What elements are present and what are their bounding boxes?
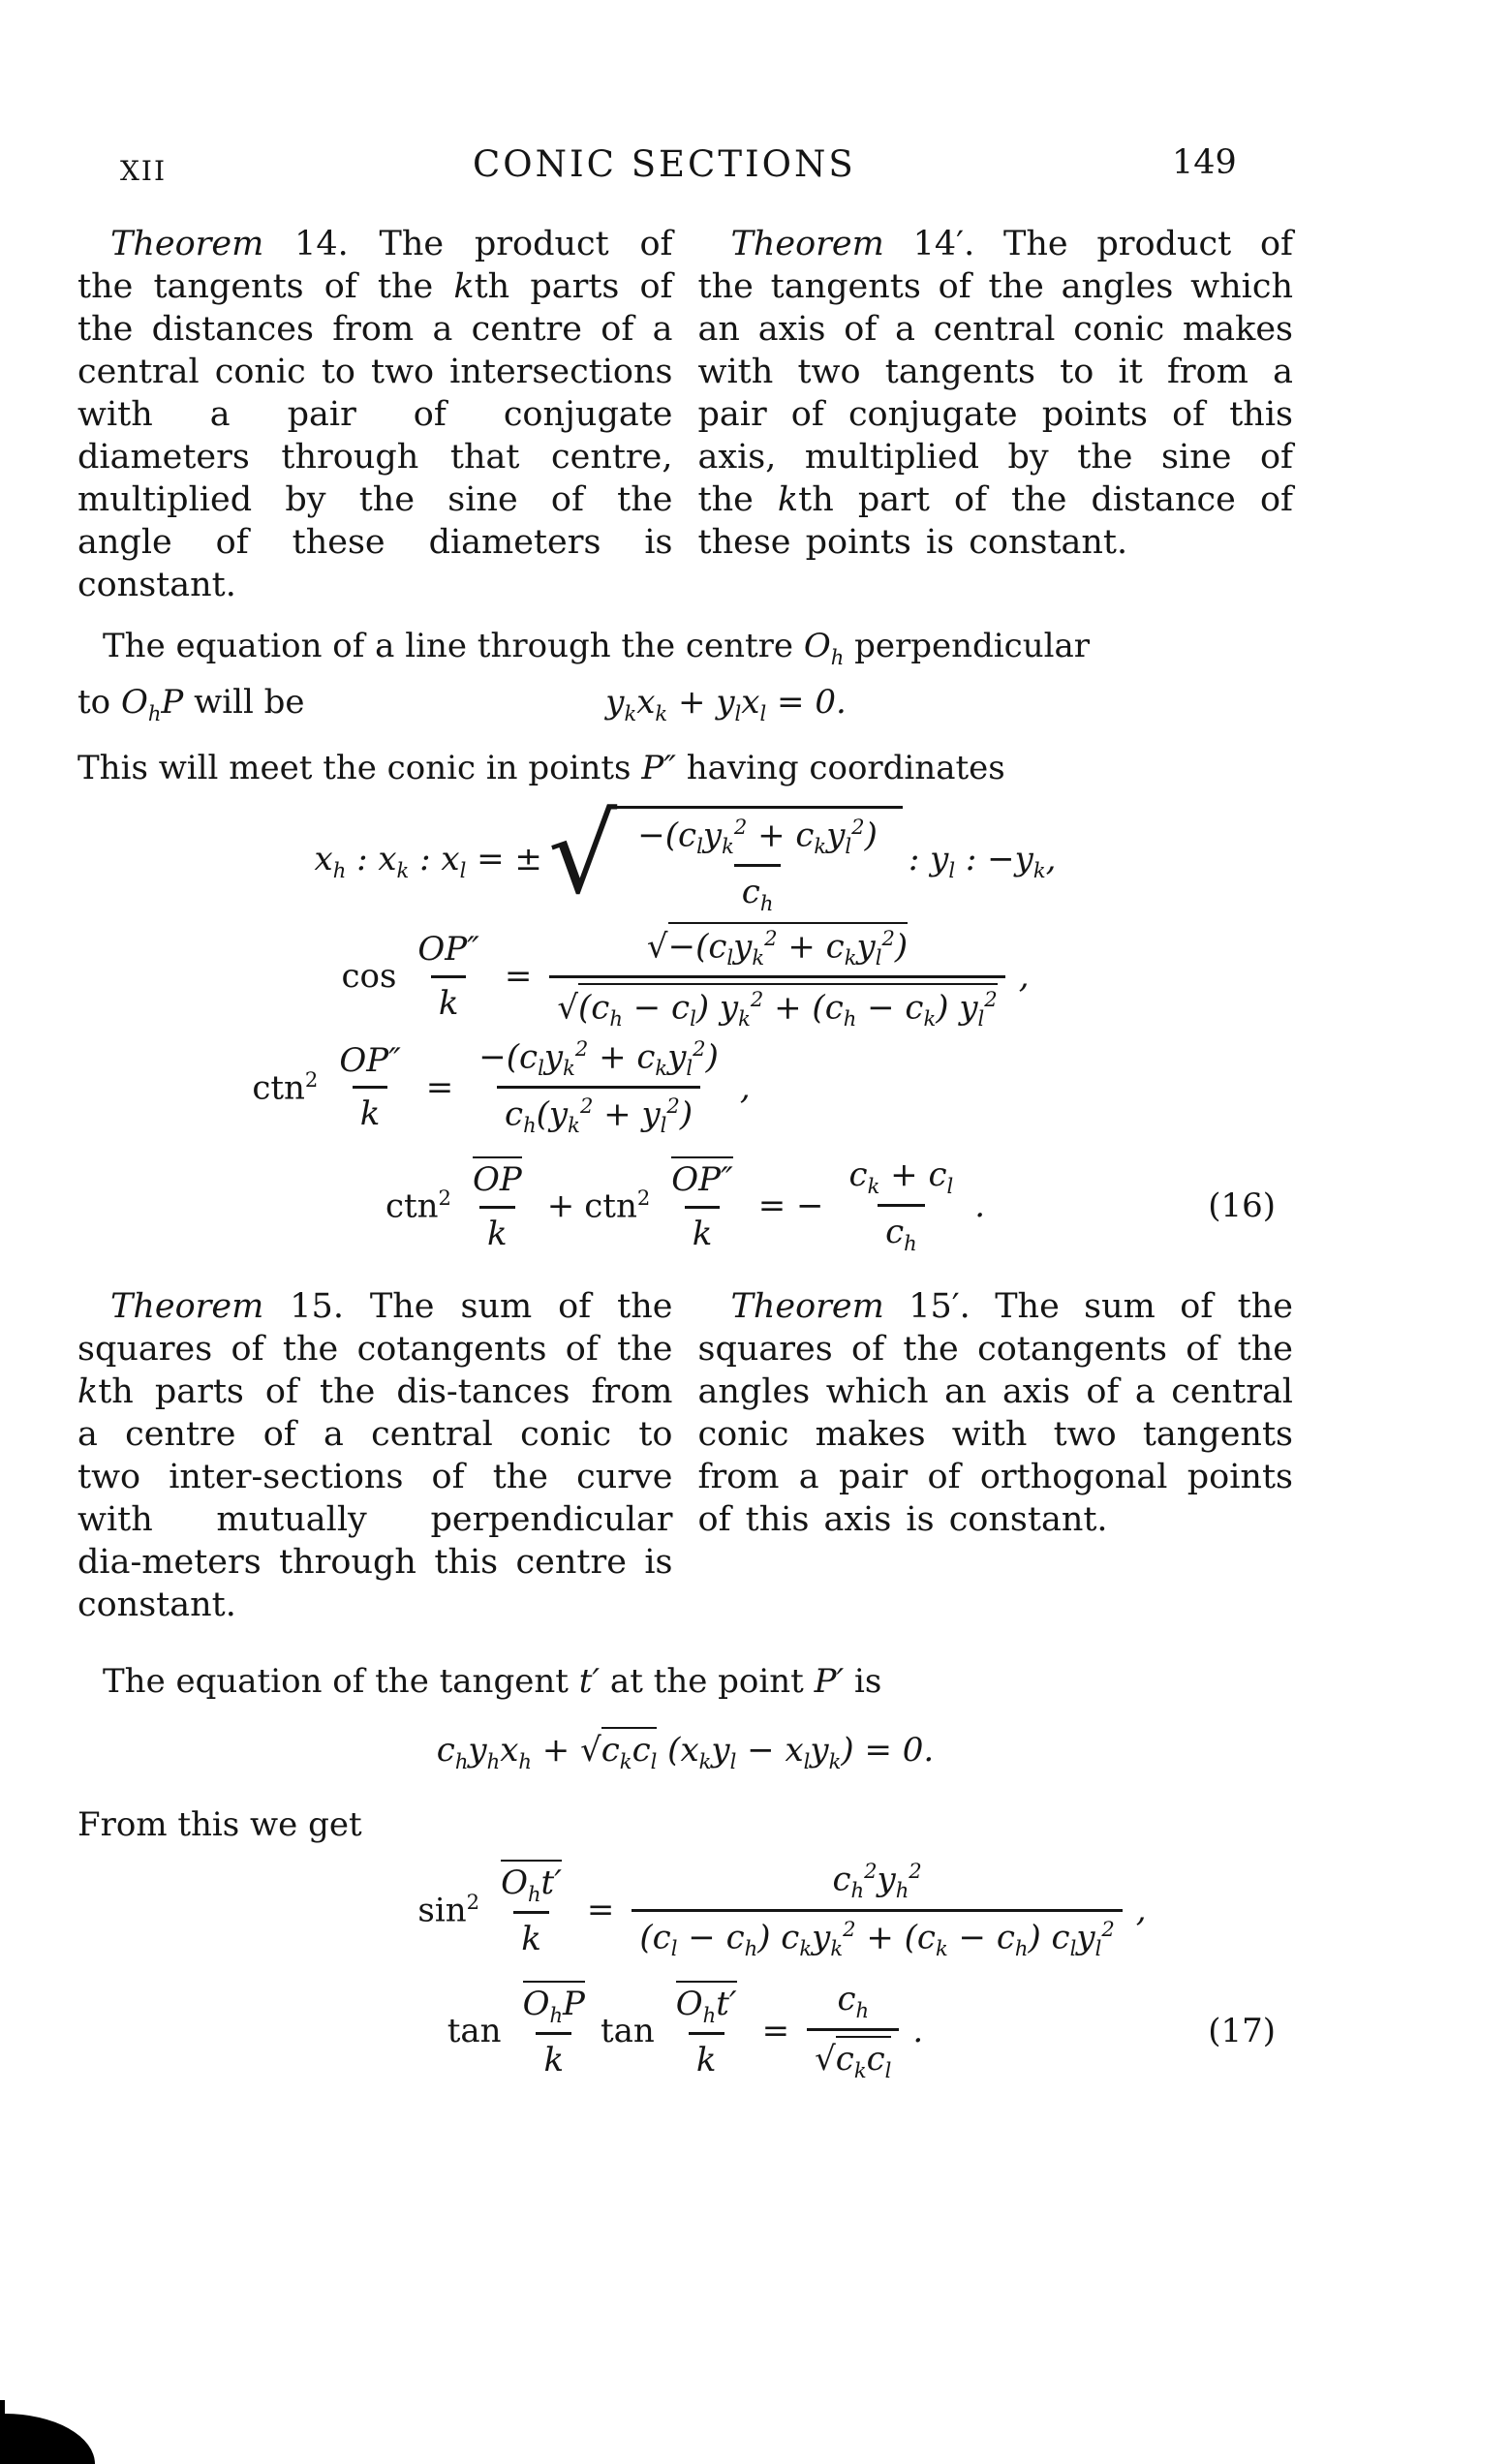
equation-coordinates — [77, 791, 1293, 918]
function-name: $\sin^2$ — [417, 1890, 480, 1930]
equals-sign: = — [425, 1067, 454, 1107]
section-label: XII — [120, 155, 168, 187]
fraction: $\frac{c_h}{√c_kc_l}$ — [807, 1979, 899, 2082]
equation-inner — [417, 1859, 1146, 1961]
perpendicular-line-equation: $y_kx_k + y_lx_l = 0$. — [605, 682, 847, 725]
page-header — [0, 143, 1510, 190]
theorem-14-prime-paragraph: Theorem 14′. The product of the tangents of the angles which an axis of a central conic makes with two tangents to it from a pair of conjugate points of this axis, multiplied by the sine of the kth part of the distance of these points is constant. — [697, 225, 1293, 562]
theorem-14-block — [77, 223, 1293, 606]
punctuation: , — [739, 1067, 751, 1107]
fraction: $\frac{OP}{k}$ — [465, 1156, 530, 1254]
equation-16 — [77, 1155, 1293, 1256]
theorem-14-paragraph: Theorem 14. The product of the tangents of the kth parts of the distances from a centre of a central conic to two intersections with a pair of conjugate diameters through that centre, multiplied by the sine of the angle of these diameters is constant. — [77, 225, 673, 604]
from-this-paragraph — [77, 1802, 1293, 1847]
equation-rhs: : $y_l$ : $-y_k$, — [908, 840, 1057, 882]
theorem-15-paragraph: Theorem 15. The sum of the squares of the cotangents of the kth parts of the dis‑tances from a centre of a central conic to two inter‑sections of the curve with mutually perpendicular dia‑meters through this centre is constant. — [77, 1287, 673, 1625]
function-name: ctn$^2$ — [584, 1185, 651, 1226]
fraction: $\frac{OP''}{k}$ — [339, 1040, 401, 1134]
fraction: $\frac{O_ht'}{k}$ — [493, 1860, 570, 1960]
fraction: $\frac{-(c_ly_k^2 + c_ky_l^2)}{c_h(y_k^2 + y_l^2)}$ — [478, 1035, 719, 1138]
equals-sign: = − — [757, 1186, 824, 1225]
function-name: cos — [341, 957, 397, 997]
punctuation: . — [912, 2011, 924, 2050]
equation-ctn — [77, 1036, 1293, 1139]
equation-inner — [252, 1036, 750, 1139]
radical-sign-icon: √ — [547, 791, 618, 918]
punctuation: , — [1135, 1891, 1147, 1930]
fraction: $\frac{OP''}{k}$ — [417, 930, 479, 1023]
paragraph-text: This will meet the conic in points P″ having coordinates — [77, 748, 1005, 787]
equation-text: $c_hy_hx_h + √c_kc_l$ $(x_ky_l - x_ly_k) = 0$. — [437, 1731, 934, 1770]
fraction: $\frac{√-(c_ly_k^2 + c_ky_l^2)}{√(c_h - c_l) y_k^2 + (c_h - c_k) y_l^2}$ — [549, 922, 1004, 1031]
radical-body — [612, 806, 903, 917]
fraction: $\frac{c_h^2y_h^2}{(c_l - c_h) c_ky_k^2 + (c_k - c_h) c_ly_l^2}$ — [632, 1859, 1122, 1961]
paragraph-text: to $O_hP$ will be — [77, 682, 305, 725]
tangent-equation — [77, 1727, 1293, 1773]
function-name: tan — [600, 2011, 655, 2050]
fraction: $\frac{O_ht'}{k}$ — [668, 1981, 745, 2081]
equals-sign: = — [761, 2011, 790, 2050]
equation-cos — [77, 922, 1293, 1031]
function-name: tan — [447, 2011, 502, 2050]
scan-corner-artifact — [0, 2414, 95, 2464]
equation-17 — [77, 1979, 1293, 2082]
theorem-15-prime-paragraph: Theorem 15′. The sum of the squares of the cotangents of the angles which an axis of a central conic makes with two tangents from a pair of orthogonal points of this axis is constant. — [697, 1287, 1293, 1540]
fraction: $\frac{OP''}{k}$ — [663, 1156, 740, 1254]
equation-number-16: (16) — [1208, 1186, 1276, 1225]
equation-sin — [77, 1859, 1293, 1961]
theorem-15-block — [77, 1285, 1293, 1626]
equation-lhs: $x_h$ : $x_k$ : $x_l$ = ± — [314, 840, 542, 882]
paragraph-line — [77, 680, 1293, 736]
plus-sign: + — [546, 1186, 575, 1225]
meet-conic-paragraph — [77, 746, 1293, 790]
fraction: $\frac{-(c_ly_k^2 + c_ky_l^2)}{c_h}$ — [637, 814, 878, 915]
punctuation: , — [1018, 957, 1030, 997]
equals-sign: = — [504, 957, 533, 997]
equals-sign: = — [586, 1891, 615, 1930]
line-centre-paragraph — [77, 624, 1293, 736]
punctuation: . — [974, 1186, 986, 1225]
radical — [547, 791, 903, 918]
fraction: $\frac{c_k + c_l}{c_h}$ — [848, 1155, 954, 1255]
paragraph-text: The equation of the tangent t′ at the point P′ is — [103, 1662, 882, 1702]
equation-number-17: (17) — [1208, 2011, 1276, 2050]
fraction: $\frac{O_hP}{k}$ — [515, 1981, 593, 2081]
paragraph-text: From this we get — [77, 1805, 362, 1845]
function-name: ctn$^2$ — [385, 1185, 451, 1226]
paragraph-line: The equation of a line through the centre $O_h$ perpendicular — [103, 627, 1090, 669]
function-name: ctn$^2$ — [252, 1067, 319, 1108]
page-number: 149 — [1172, 143, 1237, 182]
tangent-intro-paragraph — [77, 1659, 1293, 1704]
page-title: CONIC SECTIONS — [473, 143, 856, 185]
